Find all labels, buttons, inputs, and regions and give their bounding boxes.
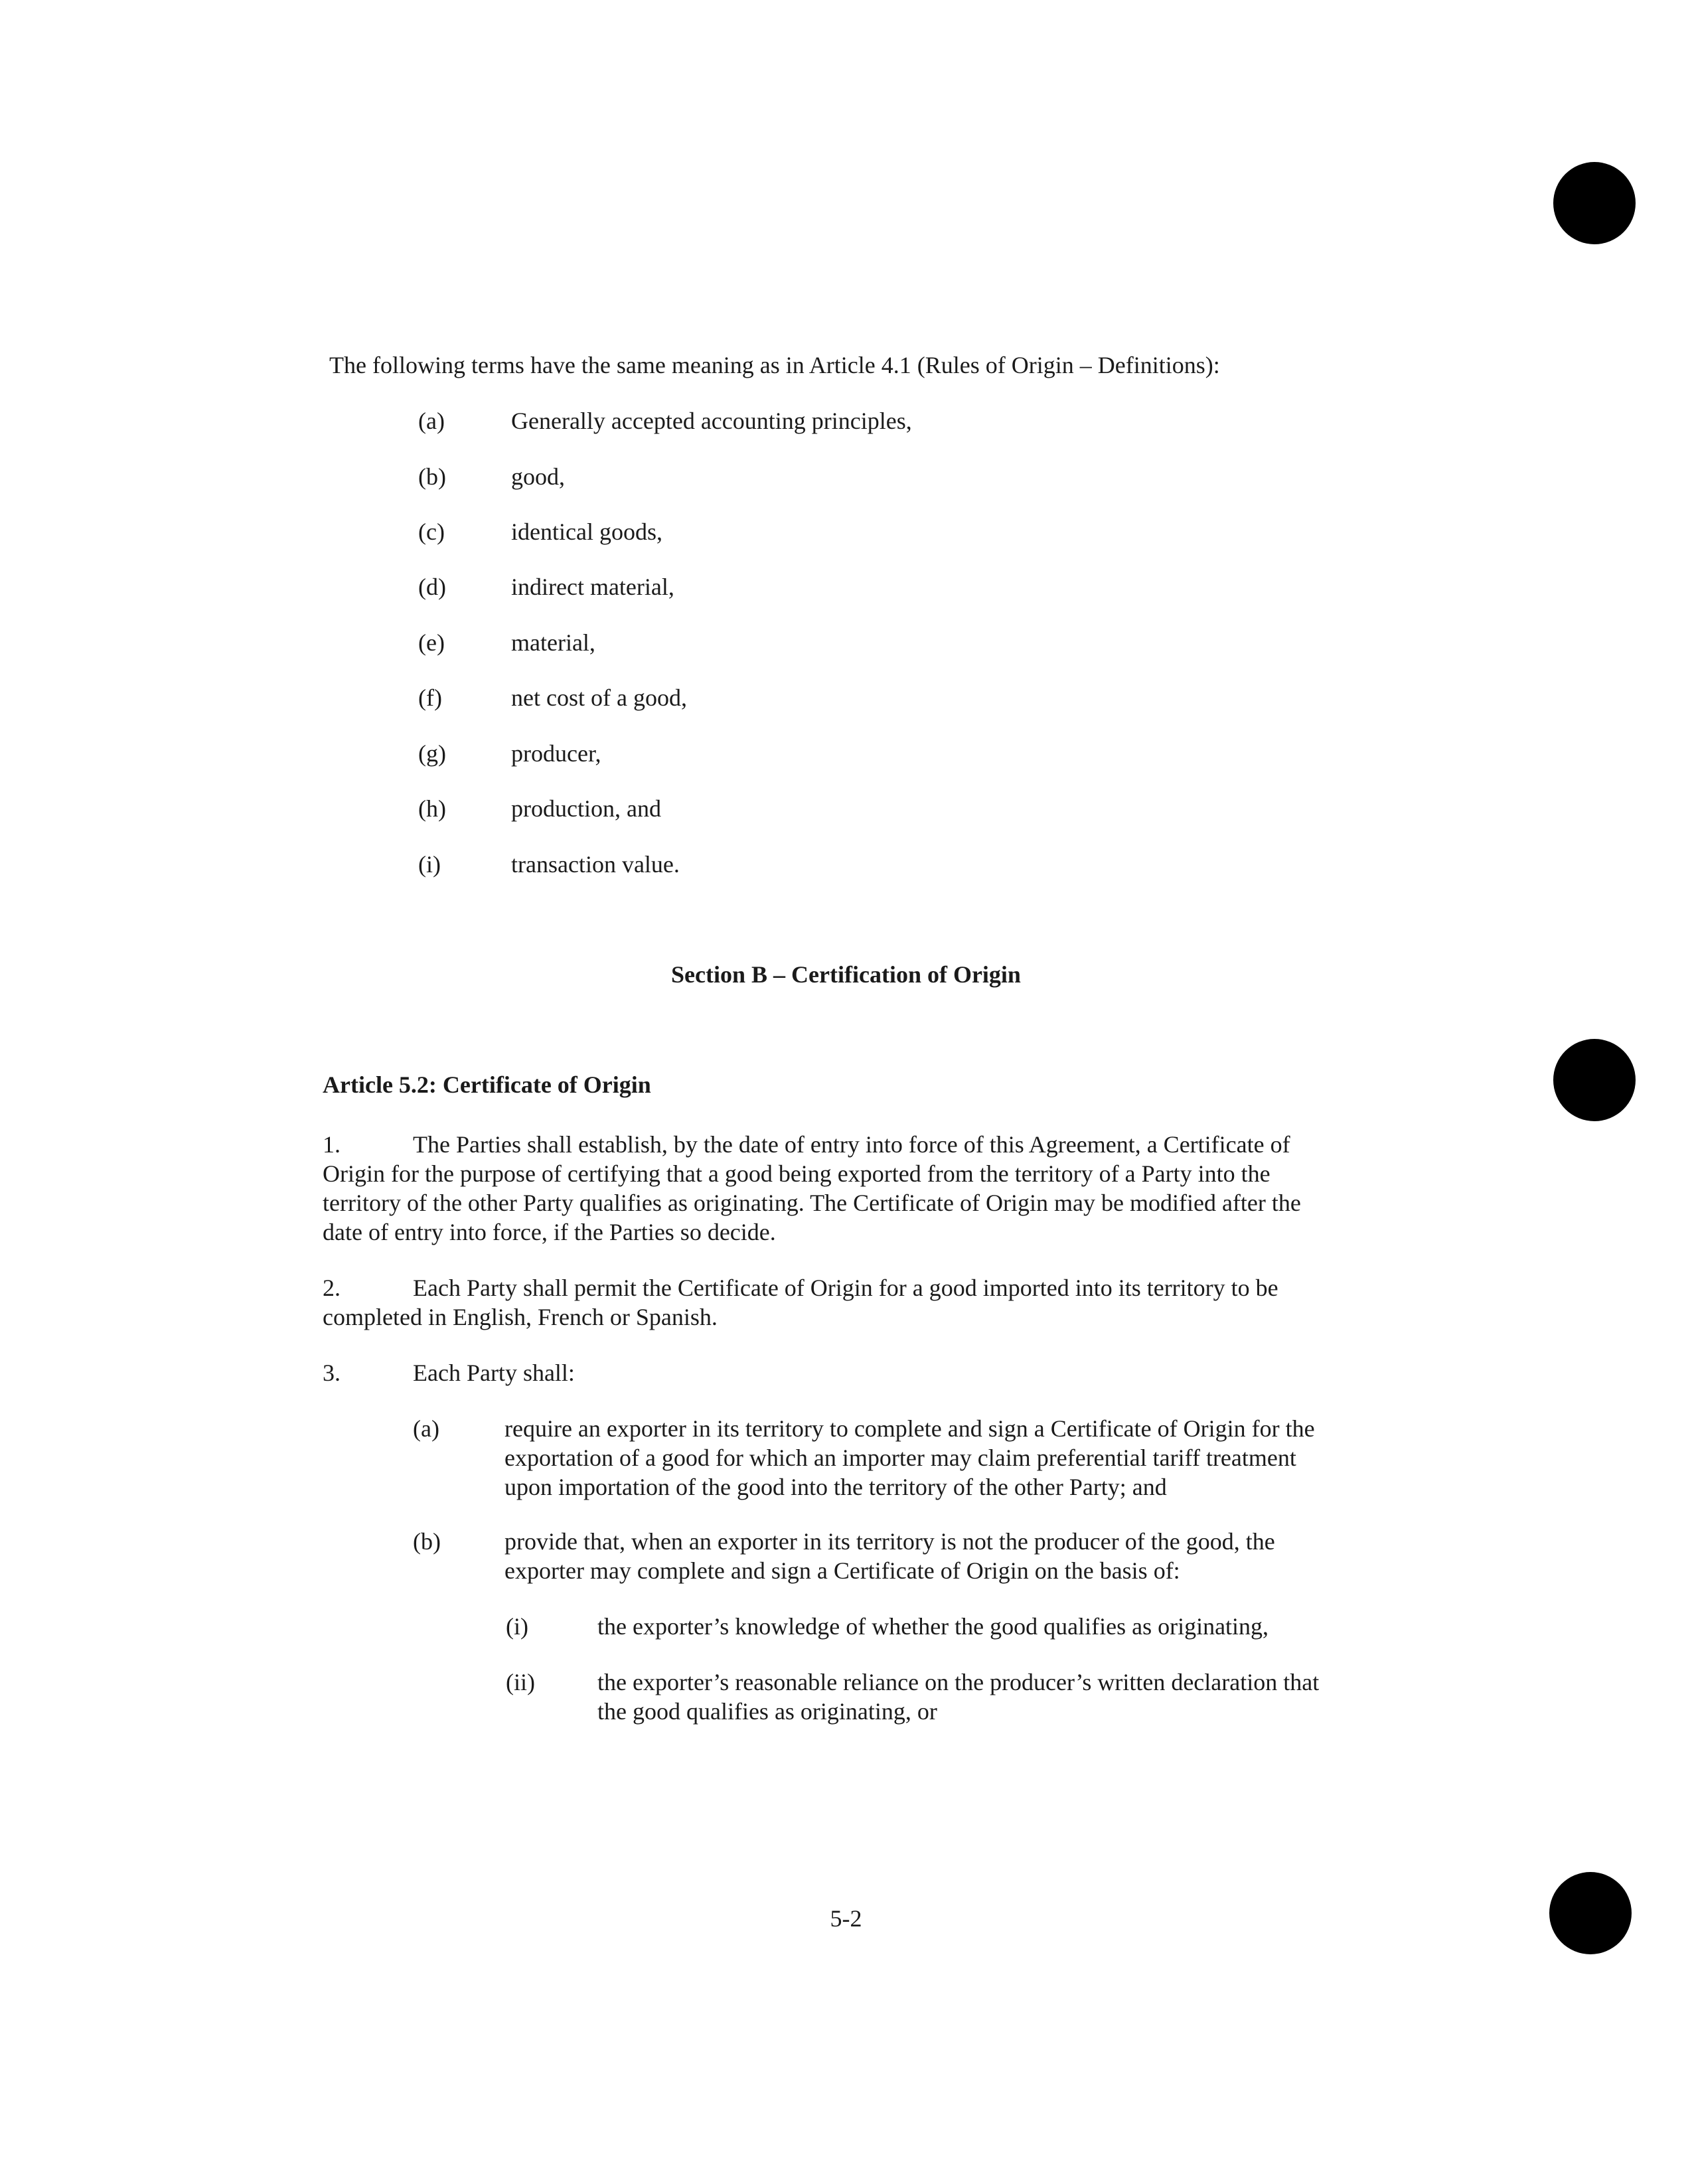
definition-label: (h)	[418, 795, 446, 822]
definition-text: identical goods,	[511, 518, 662, 545]
definition-text: indirect material,	[511, 574, 674, 600]
definition-text: transaction value.	[511, 851, 680, 878]
paragraph-text: The Parties shall establish, by the date of entry into force of this Agreement, a Certificate of Origin for the purpose of certifying that a good being exported from the territory of a Party into the territory of the other Party qualifies as originating. The Certificate of Origin may be modified after the date of entry into force, if the Parties so decide.	[323, 1131, 1301, 1245]
paragraph-text: Each Party shall permit the Certificate of Origin for a good imported into its territory to be completed in English, French or Spanish.	[323, 1275, 1278, 1330]
paragraph	[323, 1358, 1345, 1387]
paragraph-number: 2.	[323, 1275, 341, 1301]
paragraph	[323, 1273, 1345, 1332]
definition-label: (g)	[418, 740, 446, 767]
subparagraph-label: (b)	[413, 1528, 441, 1555]
paragraph-number: 3.	[323, 1360, 341, 1386]
definition-text: material,	[511, 629, 595, 656]
subsubparagraph-label: (i)	[506, 1613, 528, 1640]
subparagraph-text: provide that, when an exporter in its territory is not the producer of the good, the exporter may complete and sign a Certificate of Origin on the basis of:	[504, 1528, 1275, 1584]
paragraph	[323, 1130, 1345, 1247]
subparagraph-text: require an exporter in its territory to complete and sign a Certificate of Origin for the exportation of a good for which an importer may claim preferential tariff treatment upon importation of the good into the territory of the other Party; and	[504, 1415, 1315, 1500]
paragraph-number: 1.	[323, 1131, 341, 1158]
definition-label: (d)	[418, 574, 446, 600]
subsubparagraph-text: the exporter’s knowledge of whether the good qualifies as originating,	[597, 1613, 1269, 1640]
paragraph-text: Each Party shall:	[413, 1360, 575, 1386]
definition-label: (c)	[418, 518, 445, 545]
article-heading: Article 5.2: Certificate of Origin	[323, 1071, 651, 1098]
definition-text: production, and	[511, 795, 661, 822]
subsubparagraph-text: the exporter’s reasonable reliance on the producer’s written declaration that the good qualifies as originating, or	[597, 1669, 1320, 1725]
punch-hole-middle	[1553, 1039, 1636, 1121]
definition-label: (i)	[418, 851, 441, 878]
definition-label: (b)	[418, 463, 446, 490]
definition-text: producer,	[511, 740, 601, 767]
definition-text: good,	[511, 463, 565, 490]
intro-text: The following terms have the same meaning as in Article 4.1 (Rules of Origin – Definitions):	[329, 352, 1220, 378]
punch-hole-top	[1553, 162, 1636, 244]
subparagraph-label: (a)	[413, 1415, 439, 1442]
subsubparagraph-label: (ii)	[506, 1669, 535, 1695]
page-number: 5-2	[830, 1905, 862, 1932]
section-heading: Section B – Certification of Origin	[671, 961, 1021, 988]
definition-label: (a)	[418, 408, 445, 434]
definition-label: (f)	[418, 684, 442, 711]
definition-text: net cost of a good,	[511, 684, 687, 711]
definition-label: (e)	[418, 629, 445, 656]
definition-text: Generally accepted accounting principles,	[511, 408, 912, 434]
